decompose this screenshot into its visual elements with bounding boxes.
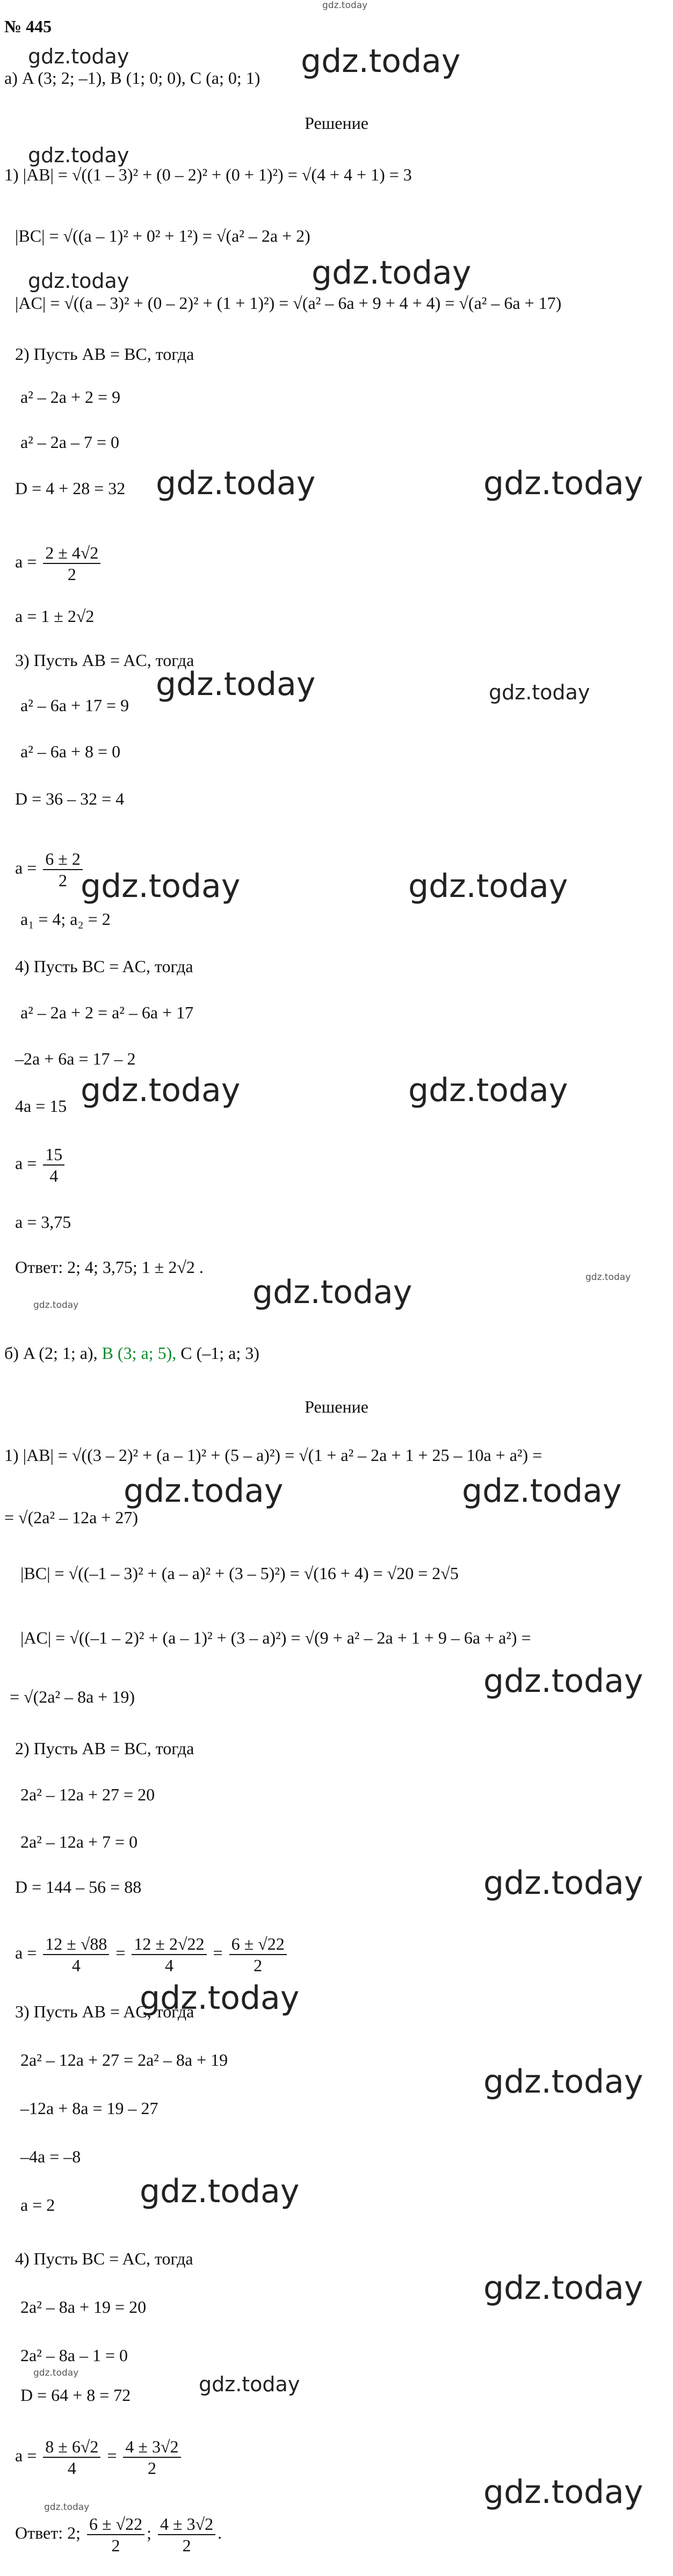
watermark-small: gdz.today bbox=[585, 1272, 631, 1283]
part-b-line: 2a² – 8a + 19 = 20 bbox=[20, 2297, 147, 2317]
part-a-line: 3) Пусть AB = AC, тогда bbox=[15, 650, 194, 670]
watermark: gdz.today bbox=[28, 143, 129, 167]
watermark: gdz.today bbox=[483, 2063, 643, 2101]
part-b-line: a = $\frac{8 \pm 6√2}{4}$ = $\frac{4 \pm 3√2}{2}$ bbox=[15, 2436, 183, 2479]
part-a-line: a² – 2a – 7 = 0 bbox=[20, 432, 120, 452]
watermark: gdz.today bbox=[408, 867, 568, 905]
part-a-line: a² – 2a + 2 = 9 bbox=[20, 387, 121, 407]
watermark: gdz.today bbox=[199, 2372, 300, 2396]
watermark: gdz.today bbox=[312, 254, 472, 292]
part-a-line: a² – 6a + 17 = 9 bbox=[20, 696, 129, 715]
watermark: gdz.today bbox=[462, 1472, 622, 1510]
watermark-small: gdz.today bbox=[33, 2368, 79, 2378]
part-b-line: D = 144 – 56 = 88 bbox=[15, 1877, 142, 1897]
part-b-line: a = $\frac{12 \pm √88}{4}$ = $\frac{12 \pm 2√22}{4}$ = $\frac{6 \pm √22}{2}$ bbox=[15, 1934, 289, 1976]
watermark: gdz.today bbox=[483, 465, 643, 502]
part-b-line: 2a² – 12a + 27 = 20 bbox=[20, 1785, 155, 1804]
watermark: gdz.today bbox=[140, 1979, 300, 2017]
fraction: $\frac{4 \pm 3√2}{2}$ bbox=[158, 2514, 215, 2556]
part-b-line: 3) Пусть AB = AC, тогда bbox=[15, 2002, 194, 2021]
part-b-line: |AC| = √((–1 – 2)² + (a – 1)² + (3 – a)²) = √(9 + a² – 2a + 1 + 9 – 6a + a²) = bbox=[20, 1628, 531, 1647]
watermark-small: gdz.today bbox=[44, 2502, 90, 2513]
part-b-line: = √(2a² – 8a + 19) bbox=[10, 1687, 135, 1706]
watermark: gdz.today bbox=[301, 42, 461, 80]
watermark: gdz.today bbox=[489, 681, 590, 704]
part-a-line: D = 36 – 32 = 4 bbox=[15, 789, 125, 808]
part-b-line: 2a² – 12a + 7 = 0 bbox=[20, 1832, 138, 1851]
part-a-solution-heading: Решение bbox=[305, 113, 368, 133]
part-b-line: 1) |AB| = √((3 – 2)² + (a – 1)² + (5 – a)²) = √(1 + a² – 2a + 1 + 25 – 10a + a²) = bbox=[4, 1445, 542, 1465]
part-b-line: –12a + 8a = 19 – 27 bbox=[20, 2099, 158, 2118]
part-a-line: |BC| = √((a – 1)² + 0² + 1²) = √(a² – 2a + 2) bbox=[15, 226, 310, 245]
watermark: gdz.today bbox=[81, 867, 241, 905]
part-b-line: |BC| = √((–1 – 3)² + (a – a)² + (3 – 5)²) = √(16 + 4) = √20 = 2√5 bbox=[20, 1564, 459, 1583]
part-b-line: D = 64 + 8 = 72 bbox=[20, 2385, 131, 2405]
part-a-answer: Ответ: 2; 4; 3,75; 1 ± 2√2 . bbox=[15, 1257, 204, 1277]
watermark: gdz.today bbox=[81, 1072, 241, 1109]
part-a-line: 1) |AB| = √((1 – 3)² + (0 – 2)² + (0 + 1)²) = √(4 + 4 + 1) = 3 bbox=[4, 165, 412, 184]
watermark: gdz.today bbox=[140, 2173, 300, 2210]
watermark-small: gdz.today bbox=[322, 0, 368, 11]
fraction: $\frac{2 \pm 4√2}{2}$ bbox=[43, 542, 100, 585]
part-a-line: a = 3,75 bbox=[15, 1212, 71, 1232]
part-b-answer: Ответ: 2; $\frac{6 \pm √22}{2}$ ; $\frac{4 \pm 3√2}{2}$ . bbox=[15, 2514, 222, 2556]
part-b-line: –4a = –8 bbox=[20, 2147, 81, 2166]
fraction: $\frac{12 \pm 2√22}{4}$ bbox=[132, 1934, 206, 1976]
watermark: gdz.today bbox=[156, 665, 316, 703]
part-a-line: a = 1 ± 2√2 bbox=[15, 606, 95, 626]
part-a-line: a₁ = 4; a₂ = 2 bbox=[20, 909, 111, 929]
fraction: $\frac{6 \pm √22}{2}$ bbox=[87, 2514, 144, 2556]
part-a-line: a² – 2a + 2 = a² – 6a + 17 bbox=[20, 1003, 194, 1022]
watermark: gdz.today bbox=[252, 1273, 413, 1311]
watermark: gdz.today bbox=[28, 45, 129, 68]
part-a-line: 4a = 15 bbox=[15, 1096, 67, 1116]
watermark: gdz.today bbox=[408, 1072, 568, 1109]
part-b-line: = √(2a² – 12a + 27) bbox=[4, 1508, 138, 1527]
part-a-condition: а) A (3; 2; –1), B (1; 0; 0), C (a; 0; 1) bbox=[4, 68, 260, 88]
part-a-line: 2) Пусть AB = BC, тогда bbox=[15, 344, 194, 364]
fraction: $\frac{6 \pm √22}{2}$ bbox=[229, 1934, 287, 1976]
part-b-line: 4) Пусть BC = AC, тогда bbox=[15, 2249, 193, 2268]
watermark: gdz.today bbox=[156, 465, 316, 502]
part-a-line: –2a + 6a = 17 – 2 bbox=[15, 1049, 136, 1068]
part-a-line: a = $\frac{6 \pm 2}{2}$ bbox=[15, 849, 85, 891]
part-a-line: D = 4 + 28 = 32 bbox=[15, 479, 126, 498]
problem-number: № 445 bbox=[4, 17, 52, 36]
fraction: $\frac{12 \pm √88}{4}$ bbox=[43, 1934, 109, 1976]
part-b-line: 2a² – 8a – 1 = 0 bbox=[20, 2346, 128, 2365]
watermark: gdz.today bbox=[483, 1662, 643, 1700]
part-b-solution-heading: Решение bbox=[305, 1397, 368, 1416]
watermark: gdz.today bbox=[483, 1864, 643, 1902]
watermark: gdz.today bbox=[483, 2269, 643, 2307]
part-a-line: a = $\frac{15}{4}$ bbox=[15, 1144, 67, 1186]
part-a-line: 4) Пусть BC = AC, тогда bbox=[15, 957, 193, 976]
part-a-line: a² – 6a + 8 = 0 bbox=[20, 742, 121, 761]
part-b-line: 2) Пусть AB = BC, тогда bbox=[15, 1739, 194, 1758]
part-a-line: |AC| = √((a – 3)² + (0 – 2)² + (1 + 1)²) = √(a² – 6a + 9 + 4 + 4) = √(a² – 6a + 17) bbox=[15, 293, 562, 313]
watermark-small: gdz.today bbox=[33, 1300, 79, 1311]
watermark: gdz.today bbox=[124, 1472, 284, 1510]
fraction: $\frac{4 \pm 3√2}{2}$ bbox=[123, 2436, 180, 2479]
fraction: $\frac{15}{4}$ bbox=[43, 1144, 64, 1186]
fraction: $\frac{6 \pm 2}{2}$ bbox=[43, 849, 83, 891]
part-b-line: 2a² – 12a + 27 = 2a² – 8a + 19 bbox=[20, 2050, 228, 2070]
watermark: gdz.today bbox=[28, 269, 129, 293]
watermark: gdz.today bbox=[483, 2473, 643, 2511]
part-b-condition: б) A (2; 1; a), B (3; a; 5), C (–1; a; 3) bbox=[4, 1343, 259, 1363]
part-b-line: a = 2 bbox=[20, 2195, 55, 2215]
fraction: $\frac{8 \pm 6√2}{4}$ bbox=[43, 2436, 100, 2479]
part-a-line: a = $\frac{2 \pm 4√2}{2}$ bbox=[15, 542, 103, 585]
